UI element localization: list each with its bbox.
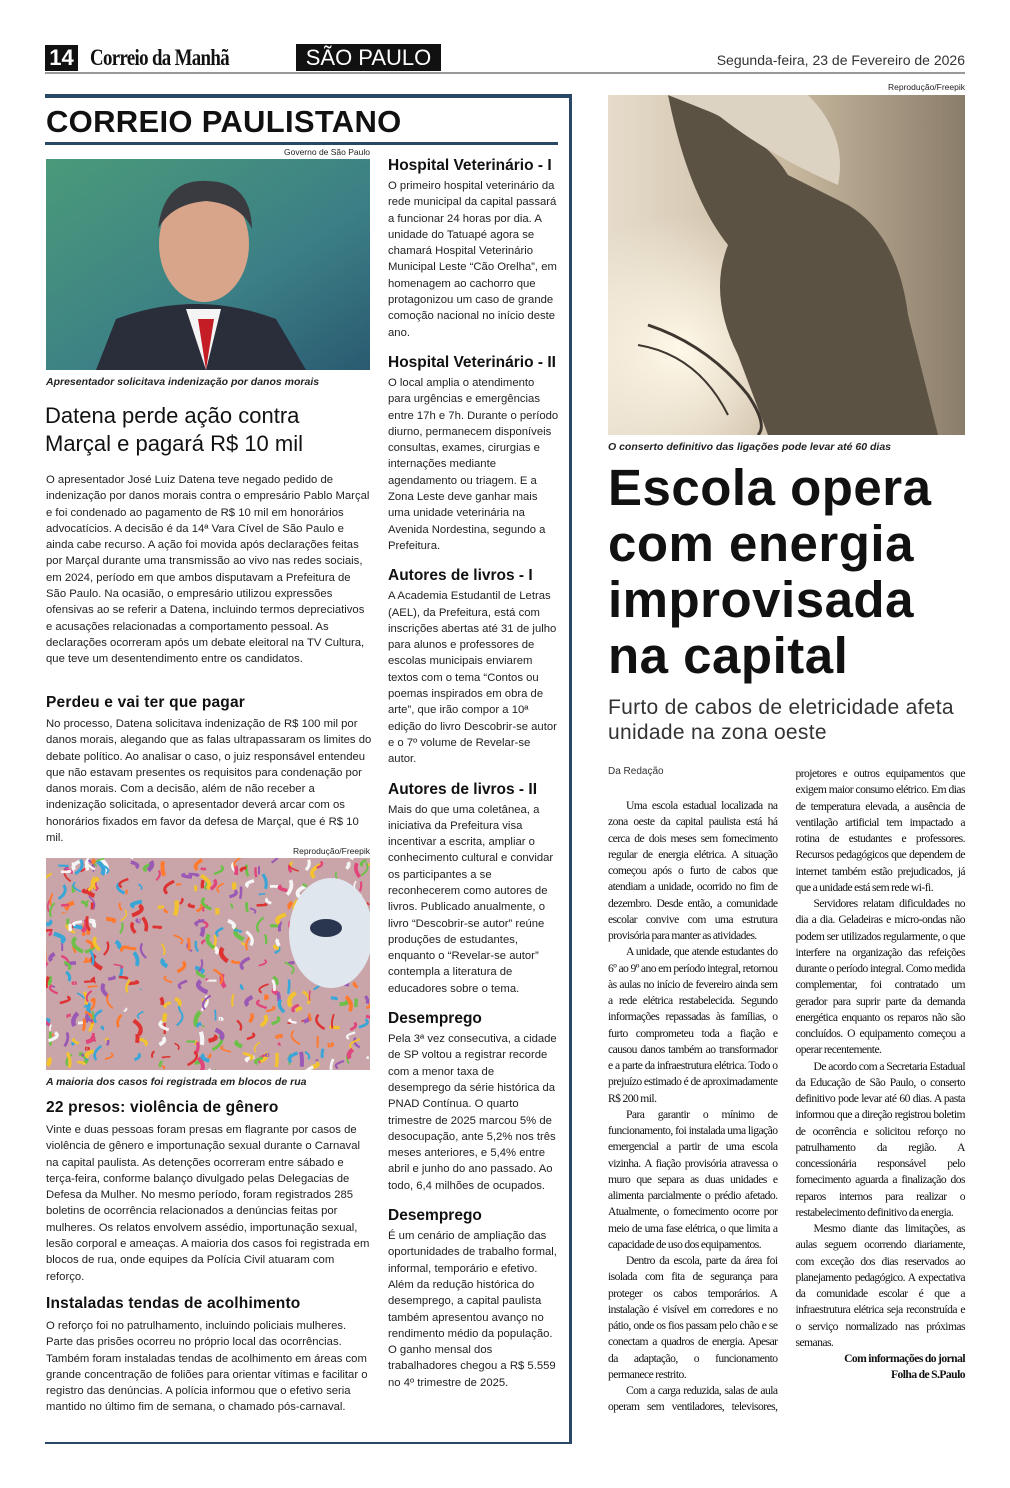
confetti-streamer — [219, 1019, 222, 1020]
confetti-streamer — [87, 916, 90, 930]
confetti-streamer — [236, 866, 237, 875]
confetti-streamer — [97, 861, 103, 874]
confetti-streamer — [289, 902, 292, 908]
confetti-streamer — [152, 1051, 154, 1058]
confetti-streamer — [50, 1025, 51, 1031]
confetti-streamer — [118, 1015, 122, 1027]
confetti-streamer — [94, 1010, 102, 1022]
confetti-streamer — [279, 922, 281, 932]
confetti-streamer — [119, 903, 122, 910]
confetti-streamer — [201, 927, 203, 936]
confetti-streamer — [175, 901, 177, 916]
confetti-streamer — [304, 1067, 313, 1070]
confetti-streamer — [134, 1021, 141, 1035]
confetti-streamer — [246, 937, 250, 950]
confetti-streamer — [82, 1055, 83, 1056]
confetti-streamer — [105, 1053, 113, 1059]
confetti-streamer — [257, 904, 267, 905]
confetti-streamer — [276, 1053, 277, 1067]
article-body: O apresentador José Luiz Datena teve negado pedido de indenização por danos morais contra o empresário Pablo Marçal e foi condenado ao pagamento de R$ 10 mil em honorários advocatícios. A decisão é da 14ª Vara Cível de São Paulo e ainda cabe recurso. A ação foi movida após declarações feitas por Marçal durante uma transmissão ao vivo nas redes sociais, em 2024, período em que ambos disputavam a Prefeitura de São Paulo. Na ocasião, o empresário utilizou expressões ofensivas ao se referir a Datena, incluindo termos depreciativos e acusações relacionadas a comportamento pessoal. As declarações ocorreram após um debate eleitoral na TV Cultura, que teve um desentendimento entre os candidatos. — [46, 474, 370, 666]
confetti-streamer — [354, 982, 357, 987]
confetti-streamer — [303, 992, 309, 1004]
confetti-streamer — [289, 1019, 296, 1022]
confetti-streamer — [73, 861, 80, 869]
confetti-streamer — [202, 940, 205, 943]
article-subhead: Instaladas tendas de acolhimento — [46, 1295, 301, 1312]
confetti-streamer — [68, 1015, 71, 1017]
note-title: Desemprego — [388, 1010, 482, 1028]
confetti-streamer — [86, 941, 93, 948]
confetti-streamer — [159, 1037, 164, 1044]
confetti-streamer — [221, 948, 227, 961]
article-paragraph: Servidores relatam dificuldades no dia a dia. Geladeiras e micro-ondas não podem ser utilizados regularmente, o que interfere na organização das refeições durante o período integral. Como medida complementar, foi contratado um gerador para suprir parte da demanda energética enquanto os reparos não são concluídos. O equipamento começou a operar recentemente. — [795, 897, 965, 1057]
confetti-streamer — [272, 858, 280, 863]
photo-caption: O conserto definitivo das ligações pode levar até 60 dias — [608, 441, 892, 453]
confetti-streamer — [214, 866, 223, 874]
confetti-streamer — [309, 991, 310, 1001]
confetti-streamer — [255, 1042, 260, 1052]
confetti-streamer — [104, 942, 108, 955]
confetti-streamer — [298, 1008, 302, 1011]
confetti-streamer — [156, 871, 160, 881]
confetti-streamer — [165, 1003, 171, 1008]
datena-photo — [46, 159, 370, 370]
confetti-streamer — [287, 880, 291, 895]
confetti-streamer — [247, 881, 254, 887]
confetti-streamer — [247, 902, 248, 912]
article-paragraph: A unidade, que atende estudantes do 6º ao 9º ano em período integral, retornou às aulas no início de fevereiro ainda sem a rede elétrica restabelecida. Segundo informações repassadas às famílias, o furto comprometeu toda a fiação e causou danos também ao transformador e a parte da infraestrutura elétrica. Todo o prejuízo estimado é de aproximadamente R$ 200 mil. — [608, 945, 778, 1105]
confetti-streamer — [141, 943, 146, 958]
confetti-streamer — [259, 984, 268, 993]
confetti-streamer — [59, 885, 66, 899]
confetti-streamer — [292, 1031, 300, 1044]
confetti-streamer — [138, 884, 141, 889]
confetti-streamer — [207, 1055, 209, 1056]
main-headline: Escola opera com energia improvisada na capital — [608, 459, 932, 684]
confetti-streamer — [114, 964, 123, 968]
confetti-streamer — [277, 939, 279, 945]
confetti-streamer — [198, 1024, 201, 1027]
confetti-streamer — [87, 900, 89, 903]
confetti-streamer — [47, 1058, 49, 1066]
main-subtitle: Furto de cabos de eletricidade afeta unidade na zona oeste — [608, 696, 954, 744]
confetti-streamer — [365, 996, 367, 1003]
header-divider — [45, 72, 965, 74]
confetti-streamer — [361, 860, 366, 866]
confetti-streamer — [197, 904, 203, 911]
confetti-streamer — [66, 972, 70, 981]
confetti-streamer — [64, 1032, 67, 1046]
confetti-streamer — [60, 997, 70, 1003]
confetti-streamer — [278, 1043, 279, 1045]
article-paragraph: De acordo com a Secretaria Estadual da Educação de São Paulo, o conserto definitivo pode levar até 60 dias. A pasta informou que a direção registrou boletim de ocorrência e solicitou reforço no patrulhamento da região. A concessionária responsável pelo fornecimento aguarda a finalização dos reparos internos para realizar o restabelecimento definitivo da energia. — [795, 1059, 965, 1219]
confetti-streamer — [201, 1032, 202, 1045]
confetti-streamer — [261, 1015, 267, 1026]
confetti-streamer — [259, 960, 267, 966]
confetti-streamer — [279, 886, 287, 891]
confetti-streamer — [279, 1000, 284, 1012]
source-credit: Com informações do jornal — [844, 1352, 965, 1365]
confetti-streamer — [196, 941, 198, 952]
confetti-streamer — [241, 958, 249, 969]
confetti-streamer — [54, 934, 64, 943]
confetti-streamer — [152, 927, 160, 928]
confetti-streamer — [107, 1040, 108, 1045]
confetti-streamer — [198, 981, 207, 993]
confetti-streamer — [328, 1044, 332, 1045]
confetti-streamer — [106, 919, 114, 922]
confetti-streamer — [93, 859, 94, 863]
column-title: CORREIO PAULISTANO — [46, 104, 402, 139]
confetti-streamer — [250, 908, 255, 913]
article-paragraph: Dentro da escola, parte da área foi isolada com fita de segurança para proteger os cabos temporários. A instalação é visível em corredores e no pátio, onde os fios passam pelo chão e se conectam a quadros de energia. Apesar da adaptação, o funcionamento permanece restrito. — [608, 1254, 778, 1381]
confetti-streamer — [174, 935, 183, 944]
confetti-streamer — [240, 887, 241, 899]
confetti-streamer — [230, 891, 237, 897]
note-title: Hospital Veterinário - I — [388, 157, 552, 174]
confetti-streamer — [360, 882, 361, 891]
confetti-streamer — [266, 995, 267, 1000]
confetti-streamer — [272, 1017, 279, 1024]
note-body: Mais do que uma coletânea, a iniciativa da Prefeitura visa incentivar a escrita, ampliar o conhecimento cultural e convidar os participantes a se reconhecerem como autores de livros. Publicado anualmente, o livro “Descobrir-se autor” reúne produções de estudantes, enquanto o “Revelar-se autor” contempla a literatura de educadores sobre o tema. — [388, 803, 554, 995]
confetti-streamer — [83, 1019, 84, 1031]
confetti-streamer — [246, 865, 248, 877]
note-body: O local amplia o atendimento para urgências e emergências entre 17h e 7h. Durante o período diurno, permanecem disponíveis consultas, exames, cirurgias e internações mediante agendamento ou triagem. E a Zona Leste deve ganhar mais uma unidade veterinária na Avenida Nordestina, segundo a Prefeitura. — [388, 376, 559, 552]
confetti-streamer — [73, 1039, 79, 1043]
note-title: Desemprego — [388, 1207, 482, 1225]
confetti-streamer — [246, 997, 252, 1006]
article-paragraph: Uma escola estadual localizada na zona oeste da capital paulista está há cerca de dois meses sem fornecimento regular de energia elétrica. A situação começou após o furto de cabos que atendiam a unidade, ocorrido no fim de dezembro. Desde então, a comunidade escolar convive com uma estrutura provisória para manter as atividades. — [608, 799, 778, 942]
confetti-streamer — [162, 861, 164, 876]
confetti-streamer — [336, 1061, 344, 1068]
confetti-streamer — [101, 1027, 102, 1030]
confetti-streamer — [126, 947, 136, 949]
confetti-streamer — [73, 1013, 77, 1026]
confetti-streamer — [257, 1000, 267, 1008]
confetti-streamer — [46, 921, 50, 925]
photo-credit: Governo de São Paulo — [283, 147, 370, 157]
confetti-streamer — [87, 959, 91, 961]
confetti-streamer — [165, 909, 168, 912]
confetti-streamer — [228, 921, 234, 929]
page-number: 14 — [45, 45, 78, 71]
article-body: O reforço foi no patrulhamento, incluindo policiais mulheres. Parte das prisões ocorreu no próprio local das ocorrências. Também foram instaladas tendas de acolhimento em áreas com grande concentração de foliões para orientar vítimas e facilitar o registro das denúncias. A polícia informou que o efetivo seria mantido no último fim de semana, o chamado pós-carnaval. — [46, 1320, 368, 1414]
confetti-streamer — [164, 976, 172, 982]
confetti-streamer — [257, 918, 264, 933]
edition-date: Segunda-feira, 23 de Fevereiro de 2026 — [716, 52, 965, 68]
confetti-streamer — [180, 898, 183, 904]
confetti-streamer — [215, 1010, 216, 1021]
confetti-streamer — [107, 994, 113, 1008]
note-body: A Academia Estudantil de Letras (AEL), da Prefeitura, está com inscrições abertas até 31 de julho para alunos e professores de escolas municipais enviarem textos com o tema “Contos ou poemas inspirados em obra de arte”, que irão compor a 10ª edição do livro Descobrir-se autor e o 7º volume de Revelar-se autor. — [388, 590, 557, 766]
confetti-streamer — [165, 881, 174, 893]
confetti-streamer — [236, 1041, 242, 1046]
note-body: É um cenário de ampliação das oportunidades de trabalho formal, informal, temporário e efetivo. Além da redução histórica do desemprego, a capital paulista também apresentou avanço no rendimento médio da população. O ganho mensal dos trabalhadores chegou a R$ 5.559 no 4º trimestre de 2025. — [388, 1230, 557, 1389]
confetti-streamer — [322, 1049, 323, 1058]
confetti-streamer — [73, 922, 82, 925]
confetti-streamer — [121, 910, 127, 921]
confetti-streamer — [189, 874, 198, 876]
confetti-streamer — [132, 923, 136, 933]
confetti-streamer — [209, 1036, 216, 1041]
confetti-streamer — [175, 999, 180, 1006]
confetti-streamer — [131, 862, 138, 868]
note-body: Pela 3ª vez consecutiva, a cidade de SP voltou a registrar recorde com a menor taxa de desemprego da série histórica da PNAD Contínua. O quarto trimestre de 2025 marcou 5% de desocupação, ante 5,2% nos três meses anteriores, e 5,4% entre abril e junho do ano passado. Ao todo, 6,4 milhões de ocupados. — [388, 1033, 557, 1192]
confetti-streamer — [48, 933, 50, 935]
confetti-streamer — [232, 994, 233, 1007]
confetti-streamer — [134, 952, 138, 965]
confetti-streamer — [164, 1013, 165, 1021]
confetti-streamer — [95, 1046, 102, 1060]
confetti-streamer — [289, 963, 294, 964]
confetti-streamer — [349, 1049, 353, 1058]
confetti-streamer — [88, 986, 97, 987]
confetti-streamer — [138, 1012, 144, 1019]
confetti-streamer — [61, 871, 70, 872]
confetti-streamer — [46, 873, 52, 886]
confetti-streamer — [368, 864, 370, 865]
confetti-streamer — [189, 905, 194, 907]
confetti-streamer — [177, 962, 184, 972]
confetti-streamer — [162, 1057, 170, 1058]
confetti-streamer — [50, 894, 52, 906]
article-body: Vinte e duas pessoas foram presas em flagrante por casos de violência de gênero e importunação sexual durante o Carnaval na capital paulista. As detenções ocorreram entre sábado e terça-feira, conforme balanço divulgado pelas Delegacias de Defesa da Mulher. No mesmo período, foram registrados 285 boletins de ocorrência relacionados a denúncias feitas por mulheres. Os relatos envolvem assédio, importunação sexual, lesão corporal e ameaças. A maioria dos casos foi registrada em blocos de rua, onde equipes da Polícia Civil atuaram com reforço. — [46, 1124, 370, 1283]
confetti-streamer — [237, 1020, 241, 1030]
confetti-streamer — [77, 1062, 84, 1064]
confetti-streamer — [58, 866, 68, 867]
electrician-photo — [608, 95, 965, 435]
confetti-streamer — [356, 863, 360, 877]
section-label: SÃO PAULO — [296, 44, 441, 71]
source-credit: Folha de S.Paulo — [890, 1368, 965, 1382]
column-title-rule — [45, 142, 558, 145]
confetti-streamer — [119, 879, 128, 887]
note-title: Hospital Veterinário - II — [388, 353, 556, 371]
confetti-streamer — [203, 1025, 205, 1026]
confetti-streamer — [120, 923, 123, 934]
confetti-streamer — [116, 941, 120, 948]
confetti-streamer — [259, 894, 265, 895]
confetti-streamer — [289, 993, 295, 1007]
article-headline: Datena perde ação contra Marçal e pagará R$ 10 mil — [45, 403, 304, 456]
confetti-streamer — [356, 999, 357, 1007]
confetti-streamer — [202, 880, 203, 888]
confetti-streamer — [161, 998, 163, 1006]
confetti-streamer — [177, 1012, 183, 1025]
confetti-streamer — [306, 860, 309, 870]
confetti-streamer — [87, 1051, 94, 1057]
article-paragraph: Para garantir o mínimo de funcionamento, foi instalada uma ligação emergencial a partir de uma escola vizinha. A fiação provisória atravessa o muro que separa as duas unidades e alimenta parcialmente o prédio afetado. Atualmente, o fornecimento ocorre por meio de uma fase elétrica, o que limita a capacidade de uso dos equipamentos. — [608, 1107, 778, 1251]
confetti-streamer — [350, 1023, 356, 1030]
confetti-streamer — [368, 902, 370, 904]
byline: Da Redação — [608, 766, 664, 777]
confetti-streamer — [103, 984, 108, 996]
confetti-streamer — [291, 863, 293, 864]
confetti-streamer — [359, 1019, 368, 1027]
article-paragraph: Com a carga reduzida, salas de aula operam sem ventiladores, televisores, projetores e outros equipamentos que exigem maior consumo elétrico. Em dias de temperatura elevada, a ausência de ventilação artificial tem impactado a rotina de estudantes e professores. Recursos pedagógicos que dependem de internet também estão prejudicados, já que a unidade está sem rede wi-fi. — [608, 767, 965, 1414]
confetti-streamer — [266, 1007, 274, 1012]
confetti-streamer — [305, 1052, 309, 1059]
confetti-streamer — [366, 1004, 370, 1008]
note-body: O primeiro hospital veterinário da rede municipal da capital passará a funcionar 24 horas por dia. A unidade do Tatuapé agora se chamará Hospital Veterinário Municipal Leste “Cão Orelha”, em homenagem ao cachorro que protagonizou um caso de grande comoção nacional no início deste ano. — [388, 180, 557, 339]
carnival-photo — [46, 858, 370, 1070]
confetti-streamer — [232, 961, 240, 963]
confetti-streamer — [75, 925, 83, 928]
photo-credit: Reprodução/Freepik — [887, 82, 965, 92]
mask-eye — [310, 919, 342, 937]
confetti-streamer — [217, 883, 224, 892]
confetti-streamer — [124, 1008, 127, 1011]
confetti-streamer — [50, 954, 54, 961]
confetti-streamer — [263, 874, 266, 889]
article-body: No processo, Datena solicitava indenização de R$ 100 mil por danos morais, alegando que as falas ultrapassaram os limites do debate político. Ao analisar o caso, o juiz responsável entendeu que não estavam presentes os requisitos para condenação por danos morais. Com a decisão, além de não receber a indenização solicitada, o apresentador deverá arcar com os honorários fixados em favor da defesa de Marçal, que é R$ 10 mil. — [46, 718, 372, 845]
confetti-streamer — [241, 985, 243, 990]
confetti-streamer — [277, 1036, 282, 1037]
confetti-streamer — [177, 884, 181, 885]
confetti-streamer — [126, 980, 130, 992]
confetti-streamer — [288, 979, 289, 993]
confetti-streamer — [249, 1014, 252, 1022]
confetti-streamer — [92, 1011, 93, 1020]
confetti-streamer — [301, 1052, 302, 1067]
confetti-streamer — [216, 928, 223, 936]
confetti-streamer — [331, 998, 337, 999]
article-text — [608, 766, 965, 1416]
confetti-streamer — [162, 959, 167, 966]
article-subhead: 22 presos: violência de gênero — [46, 1099, 279, 1116]
confetti-streamer — [174, 1043, 179, 1049]
confetti-streamer — [211, 880, 216, 889]
confetti-streamer — [46, 930, 52, 931]
confetti-streamer — [316, 1015, 324, 1029]
confetti-streamer — [188, 938, 189, 950]
confetti-streamer — [207, 935, 214, 948]
confetti-streamer — [221, 1046, 231, 1052]
confetti-streamer — [91, 977, 93, 980]
article-subhead: Perdeu e vai ter que pagar — [46, 694, 246, 711]
confetti-streamer — [162, 944, 165, 955]
confetti-streamer — [140, 1039, 147, 1045]
photo-credit: Reprodução/Freepik — [292, 846, 370, 856]
confetti-streamer — [340, 1002, 347, 1005]
confetti-streamer — [255, 867, 256, 877]
confetti-streamer — [135, 1054, 140, 1060]
confetti-streamer — [108, 977, 114, 979]
newspaper-logo: Correio da Manhã — [90, 45, 229, 70]
notes-column — [388, 157, 560, 1391]
article-paragraph: Mesmo diante das limitações, as aulas seguem ocorrendo diariamente, com exceção dos dias reservados ao planejamento pedagógico. A expectativa da comunidade escolar é que a infraestrutura elétrica seja reconstruída e o serviço normalizado nas próximas semanas. — [795, 1222, 965, 1349]
confetti-streamer — [230, 904, 232, 909]
confetti-streamer — [179, 981, 187, 988]
confetti-streamer — [265, 934, 266, 944]
photo-caption: A maioria dos casos foi registrada em blocos de rua — [46, 1076, 307, 1088]
note-title: Autores de livros - II — [388, 780, 538, 798]
confetti-streamer — [143, 918, 147, 932]
note-title: Autores de livros - I — [388, 567, 533, 585]
photo-caption: Apresentador solicitava indenização por danos morais — [46, 376, 320, 388]
confetti-streamer — [266, 899, 271, 904]
confetti-streamer — [331, 1059, 333, 1070]
confetti-streamer — [247, 1033, 254, 1039]
confetti-streamer — [346, 862, 348, 869]
confetti-streamer — [138, 920, 141, 921]
confetti-streamer — [304, 884, 307, 886]
